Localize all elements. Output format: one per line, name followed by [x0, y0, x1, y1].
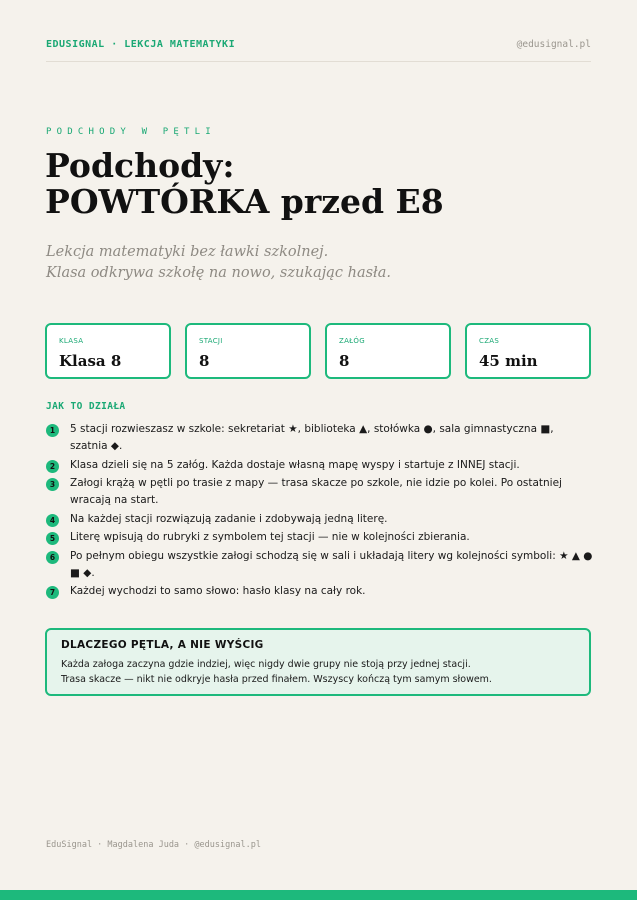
info-card-label: ZAŁÓG [339, 337, 365, 345]
list-item [46, 421, 594, 455]
list-item [46, 583, 594, 600]
step-number-badge: 1 [46, 424, 59, 437]
info-cards [45, 323, 591, 379]
info-card-time [465, 323, 591, 379]
step-text: Na każdej stacji rozwiązują zadanie i zdobywają jedną literę. [70, 512, 388, 525]
list-item [46, 529, 594, 546]
callout-title: DLACZEGO PĘTLA, A NIE WYŚCIG [61, 639, 264, 651]
list-item [46, 475, 594, 509]
callout-line-2: Trasa skacze — nikt nie odkryje hasła przed finałem. Wszyscy kończą tym samym słowem. [61, 674, 492, 685]
info-card-value: Klasa 8 [59, 352, 122, 370]
info-card-stations [185, 323, 311, 379]
step-text: Po pełnym obiegu wszystkie załogi schodzą się w sali i układają litery wg kolejności symboli: ★ ▲ ● ■ ◆. [70, 549, 593, 579]
top-header [46, 36, 591, 62]
step-number-badge: 2 [46, 460, 59, 473]
step-number-badge: 3 [46, 478, 59, 491]
title-line-1: Podchody: [45, 146, 235, 185]
page-title [45, 148, 444, 220]
step-text: Załogi krążą w pętli po trasie z mapy — trasa skacze po szkole, nie idzie po kolei. Po ostatniej wracają na start. [70, 477, 562, 506]
list-item [46, 548, 594, 582]
header-handle: @edusignal.pl [516, 39, 591, 50]
info-card-class [45, 323, 171, 379]
eyebrow-label: PODCHODY W PĘTLI [46, 127, 216, 137]
subtitle-line-1: Lekcja matematyki bez ławki szkolnej. [46, 244, 329, 260]
info-card-value: 8 [199, 352, 210, 370]
how-to-heading: JAK TO DZIAŁA [46, 401, 126, 412]
callout-box [45, 628, 591, 696]
step-text: Literę wpisują do rubryki z symbolem tej stacji — nie w kolejności zbierania. [70, 531, 470, 543]
info-card-value: 8 [339, 352, 350, 370]
step-number-badge: 7 [46, 586, 59, 599]
steps-list [46, 421, 594, 602]
step-text: 5 stacji rozwieszasz w szkole: sekretariat ★, biblioteka ▲, stołówka ●, sala gimnastyczna ■, szatnia ◆. [70, 423, 554, 452]
step-text: Klasa dzieli się na 5 załóg. Każda dostaje własną mapę wyspy i startuje z INNEJ stacji. [70, 458, 520, 471]
step-number-badge: 4 [46, 514, 59, 527]
step-text: Każdej wychodzi to samo słowo: hasło klasy na cały rok. [70, 585, 366, 597]
info-card-value: 45 min [479, 352, 538, 370]
list-item [46, 511, 594, 528]
subtitle-line-2: Klasa odkrywa szkołę na nowo, szukając hasła. [46, 265, 392, 281]
bottom-accent-bar [0, 890, 637, 900]
info-card-crews [325, 323, 451, 379]
info-card-label: STACJI [199, 337, 223, 345]
brand-label: EDUSIGNAL · LEKCJA MATEMATYKI [46, 39, 236, 50]
step-number-badge: 6 [46, 551, 59, 564]
list-item [46, 457, 594, 474]
subtitle [46, 242, 391, 284]
step-number-badge: 5 [46, 532, 59, 545]
info-card-label: KLASA [59, 337, 84, 345]
callout-line-1: Każda załoga zaczyna gdzie indziej, więc nigdy dwie grupy nie stoją przy jednej stacji. [61, 659, 471, 670]
title-line-2: POWTÓRKA przed E8 [45, 182, 444, 221]
footer-credit: EduSignal · Magdalena Juda · @edusignal.pl [46, 840, 261, 850]
info-card-label: CZAS [479, 337, 500, 345]
